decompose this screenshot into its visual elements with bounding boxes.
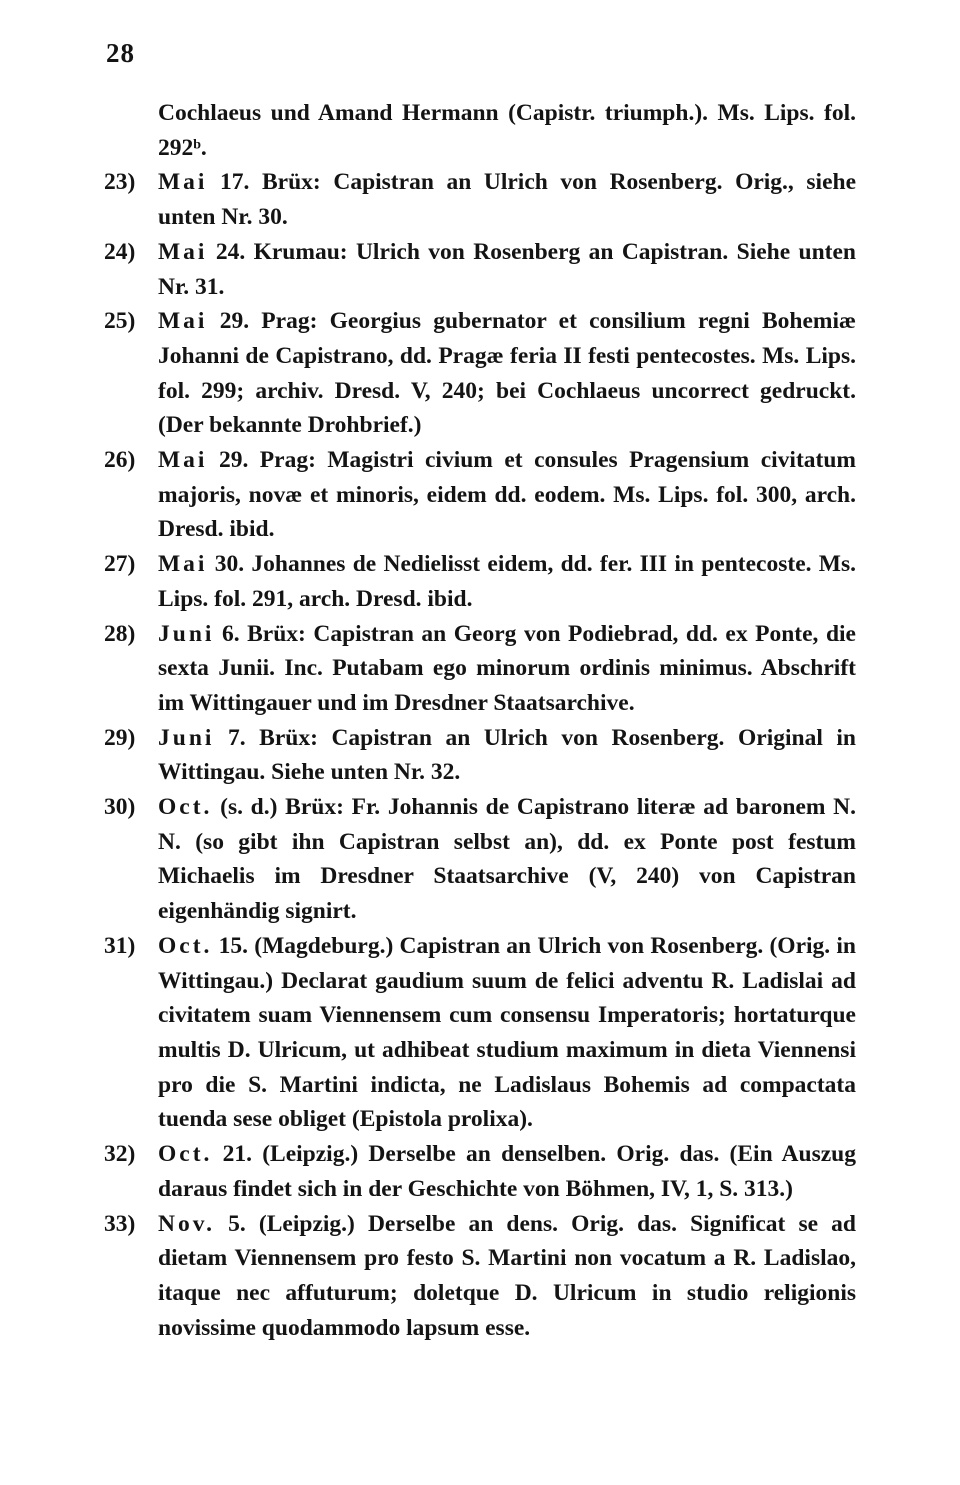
entry-content: 30. Johannes de Nedielisst eidem, dd. fer. III in pentecoste. Ms. Lips. fol. 291, arch. Dresd. ibid. (158, 551, 856, 612)
entry-date: Juni (158, 724, 215, 751)
entry-25 (104, 304, 856, 443)
entry-text (158, 547, 856, 616)
entry-content: 17. Brüx: Capistran an Ulrich von Rosenberg. Orig., siehe unten Nr. 30. (158, 169, 856, 231)
entry-33 (104, 1207, 856, 1346)
entry-number: 32) (104, 1141, 136, 1168)
entry-27 (104, 547, 856, 616)
entry-date: Oct. (158, 932, 213, 959)
entry-date: Mai (158, 308, 208, 335)
entry-number: 28) (104, 620, 136, 647)
entry-date: Nov. (158, 1210, 216, 1237)
entry-text (158, 443, 856, 547)
entry-content: 24. Krumau: Ulrich von Rosenberg an Capistran. Siehe unten Nr. 31. (158, 238, 856, 300)
entry-date: Juni (158, 620, 215, 647)
entry-content: 5. (Leipzig.) Derselbe an dens. Orig. das. Significat se ad dietam Viennensem pro festo S. Martini non vocatum a R. Ladislao, itaque nec affuturum; doletque D. Ulricum in studio religionis novissime quodammodo lapsum esse. (158, 1210, 856, 1341)
entry-content: 29. Prag: Georgius gubernator et consilium regni Bohemiæ Johanni de Capistrano, dd. Pragæ feria II festi pentecostes. Ms. Lips. fol. 299; archiv. Dresd. V, 240; bei Cochlaeus uncorrect gedruckt. (Der bekannte Drohbrief.) (158, 308, 856, 439)
entry-content: 7. Brüx: Capistran an Ulrich von Rosenberg. Original in Wittingau. Siehe unten Nr. 32. (158, 724, 856, 786)
entry-number: 23) (104, 169, 136, 196)
entry-28 (104, 617, 856, 721)
entry-29 (104, 721, 856, 790)
entry-content: 15. (Magdeburg.) Capistran an Ulrich von Rosenberg. (Orig. in Wittingau.) Declarat gaudium suum de felici adventu R. Ladislai ad civitatem suam Viennensem cum consensu Imperatoris; hortaturque multis D. Ulricum, ut adhibeat studium maximum in dieta Viennensi pro die S. Martini indicta, ne Ladislaus Bohemis ad compactata tuenda sese obliget (Epistola prolixa). (158, 932, 856, 1133)
entry-date: Oct. (158, 1141, 213, 1168)
entry-text (158, 929, 856, 1137)
entry-23 (104, 165, 856, 234)
entry-content: 21. (Leipzig.) Derselbe an denselben. Orig. das. (Ein Auszug daraus findet sich in der Geschichte von Böhmen, IV, 1, S. 313.) (158, 1141, 856, 1202)
entry-date: Mai (158, 551, 208, 578)
entry-text (158, 1207, 856, 1346)
entry-number: 29) (104, 724, 136, 751)
entry-26 (104, 443, 856, 547)
entry-number: 27) (104, 551, 136, 578)
entry-31 (104, 929, 856, 1137)
entry-24 (104, 235, 856, 304)
entry-number: 30) (104, 794, 136, 821)
entry-date: Mai (158, 447, 208, 474)
entry-text (158, 235, 856, 304)
entry-content: 6. Brüx: Capistran an Georg von Podiebrad, dd. ex Ponte, die sexta Junii. Inc. Putabam ego minorum ordinis minimus. Abschrift im Wittingauer und im Dresdner Staatsarchive. (158, 620, 856, 716)
entry-number: 25) (104, 308, 136, 335)
intro-paragraph: Cochlaeus und Amand Hermann (Capistr. triumph.). Ms. Lips. fol. 292ᵇ. (158, 100, 856, 161)
text-block (104, 96, 856, 1345)
entry-30 (104, 790, 856, 929)
entry-date: Oct. (158, 794, 213, 821)
entry-text (158, 1137, 856, 1206)
entry-number: 26) (104, 447, 136, 474)
entry-text (158, 304, 856, 443)
entry-text (158, 721, 856, 790)
entry-content: 29. Prag: Magistri civium et consules Pragensium civitatum majoris, novæ et minoris, eidem dd. eodem. Ms. Lips. fol. 300, arch. Dresd. ibid. (158, 447, 856, 543)
entry-text (158, 617, 856, 721)
page-number: 28 (106, 38, 135, 68)
entry-date: Mai (158, 169, 208, 196)
entry-text (158, 790, 856, 929)
entry-number: 33) (104, 1210, 136, 1237)
entry-number: 31) (104, 932, 136, 959)
entry-date: Mai (158, 238, 208, 265)
entry-32 (104, 1137, 856, 1206)
entry-number: 24) (104, 238, 136, 265)
entry-text (158, 165, 856, 234)
entry-content: (s. d.) Brüx: Fr. Johannis de Capistrano literæ ad baronem N. N. (so gibt ihn Capistran selbst an), dd. ex Ponte post festum Michaelis im Dresdner Staatsarchive (V, 240) von Capistran eigenhändig signirt. (158, 794, 856, 925)
